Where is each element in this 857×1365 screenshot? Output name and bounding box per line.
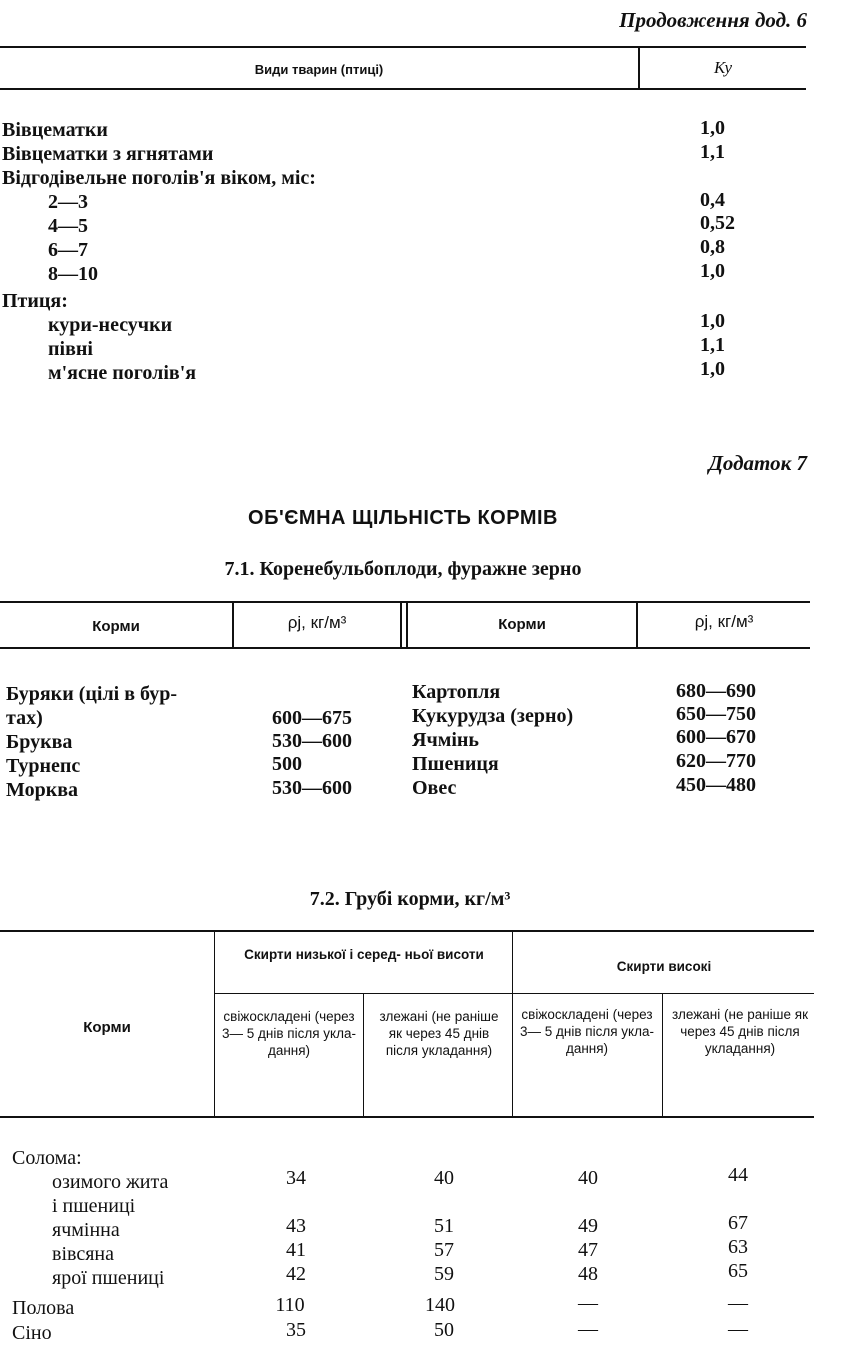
table72-cell: 67 [728,1212,748,1234]
table72-cell: 44 [728,1164,748,1186]
top-row-value: 1,1 [700,334,725,356]
table72-cell: 63 [728,1236,748,1258]
top-row-label: 6—7 [48,239,88,261]
table72-divider [214,930,215,1116]
table71-density-value: 600—670 [676,726,756,748]
table72-cell: — [578,1318,598,1340]
top-row-label: 4—5 [48,215,88,237]
table71-feed-name: Пшениця [412,753,499,775]
table72-cell: 43 [286,1215,306,1237]
top-row-label: кури-несучки [48,314,173,336]
table72-cell: 42 [286,1263,306,1285]
table72-feed-name: ячмінна [52,1219,120,1241]
table72-header-fresh-low: свіжоскладені (через 3— 5 днів після укла- дання) [222,1009,356,1058]
table72-cell: 57 [434,1239,454,1261]
table72-divider [363,993,364,1116]
table71-feed-name: Буряки (цілі в бур- [6,683,178,705]
table72-cell: 34 [286,1167,306,1189]
top-header-coef: Ку [713,58,733,77]
table72-feed-name: ярої пшениці [52,1267,165,1289]
top-row-label: м'ясне поголів'я [48,362,197,384]
table72-header-settled-high: злежані (не раніше як через 45 днів після укладання) [671,1007,808,1056]
table71-feed-name: Морква [6,779,79,801]
table71-density-value: 650—750 [676,703,756,725]
top-row-value: 0,4 [700,189,725,211]
table72-cell: — [578,1292,598,1314]
table71-feed-name: Турнепс [6,755,81,777]
table71-feed-name: Бруква [6,731,73,753]
table72-header-feed: Корми [83,1019,131,1036]
table72-cell: 110 [275,1294,305,1316]
table72-cell: 41 [286,1239,306,1261]
table72-feed-name: і пшениці [52,1195,136,1217]
top-row-label: Вівцематки [2,119,108,141]
table72-cell: 48 [578,1263,598,1285]
table72-rule-bottom [0,1116,814,1118]
table72-cell: 140 [425,1294,455,1316]
table71-feed-name: Ячмінь [412,729,480,751]
table71-density-value: 500 [272,753,302,775]
table71-caption: 7.1. Коренебульбоплоди, фуражне зерно [224,558,582,580]
table71-density-value: 680—690 [676,680,756,702]
table72-feed-name: озимого жита [52,1171,169,1193]
top-row-value: 0,8 [700,236,725,258]
table71-header-density: ρj, кг/м³ [287,613,347,632]
table72-header-fresh-high: свіжоскладені (через 3— 5 днів після укла- дання) [520,1007,654,1056]
table72-rule-top [0,930,814,932]
top-row-label: Птиця: [2,290,68,312]
table71-density-value: 450—480 [676,774,756,796]
top-row-value: 1,0 [700,358,725,380]
top-header-animals: Види тварин (птиці) [254,62,384,77]
table72-caption: 7.2. Грубі корми, кг/м³ [309,888,511,910]
top-row-value: 0,52 [700,212,735,234]
table72-header-group-low: Скирти низької і серед- ньої висоти [244,947,484,962]
table72-cell: 65 [728,1260,748,1282]
table72-cell: 35 [286,1319,306,1341]
table72-cell: 47 [578,1239,598,1261]
table72-divider [662,993,663,1116]
top-row-label: півні [48,338,93,360]
table71-rule-top [0,601,810,603]
table71-feed-name: Овес [412,777,457,799]
appendix-label: Додаток 7 [708,451,807,475]
table72-cell: 40 [578,1167,598,1189]
top-row-value: 1,0 [700,260,725,282]
table72-feed-name: Сіно [12,1322,52,1344]
top-row-label: 8—10 [48,263,98,285]
table71-rule-bottom [0,647,810,649]
table72-feed-name: Солома: [12,1147,82,1169]
table72-divider [512,930,513,1116]
table72-cell: 59 [434,1263,454,1285]
table72-cell: 50 [434,1319,454,1341]
table71-feed-name: тах) [6,707,43,729]
table72-feed-name: Полова [12,1297,75,1319]
top-row-value: 1,1 [700,141,725,163]
table71-density-value: 620—770 [676,750,756,772]
top-row-label: Вівцематки з ягнятами [2,143,214,165]
table72-header-group-high: Скирти високі [616,959,712,974]
table71-divider [400,601,402,647]
table72-cell: 40 [434,1167,454,1189]
table71-header-feed: Корми [498,616,546,633]
top-row-label: Відгодівельне поголів'я віком, міс: [2,167,316,189]
table72-cell: — [728,1292,748,1314]
top-row-value: 1,0 [700,310,725,332]
top-row-value: 1,0 [700,117,725,139]
continuation-label: Продовження дод. 6 [619,8,807,32]
table71-feed-name: Кукурудза (зерно) [412,705,574,727]
table72-header-settled-low: злежані (не раніше як через 45 днів після укладання) [379,1009,499,1058]
table71-density-value: 530—600 [272,777,352,799]
table72-cell: 49 [578,1215,598,1237]
table72-cell: 51 [434,1215,454,1237]
table71-density-value: 600—675 [272,707,352,729]
table71-header-density: ρj, кг/м³ [694,612,754,631]
table72-rule-mid [214,993,814,994]
top-row-label: 2—3 [48,191,88,213]
appendix-title: ОБ'ЄМНА ЩІЛЬНІСТЬ КОРМІВ [248,507,558,529]
table71-feed-name: Картопля [412,681,501,703]
table71-density-value: 530—600 [272,730,352,752]
table72-feed-name: вівсяна [52,1243,114,1265]
table71-header-feed: Корми [92,618,140,635]
table72-cell: — [728,1318,748,1340]
top-table-rule-bottom [0,88,806,90]
top-table-rule-top [0,46,806,48]
